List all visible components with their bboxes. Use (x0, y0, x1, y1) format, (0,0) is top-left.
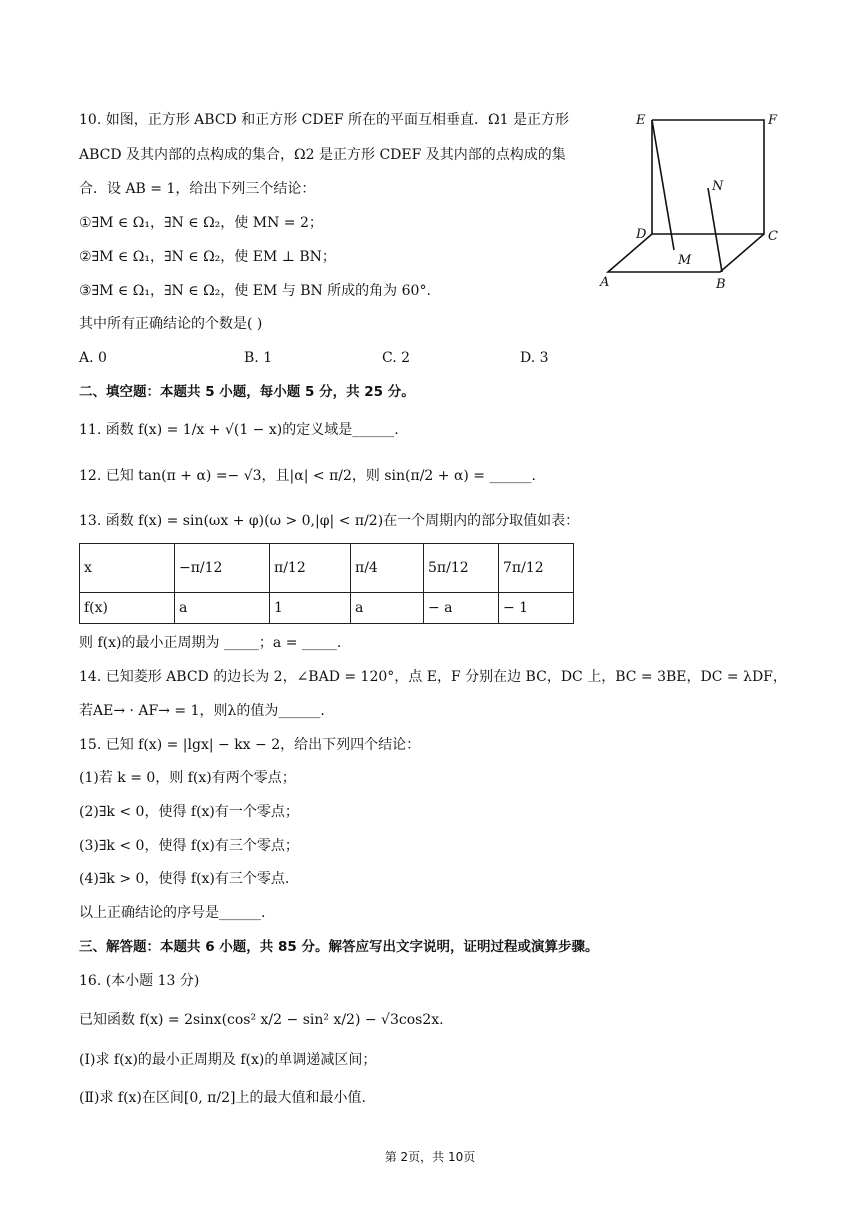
q12: 12. 已知 tan(π + α) =− √3，且|α| < π/2，则 sin(π/2 + α) = ______. (79, 468, 536, 484)
q16-part-2: (Ⅱ)求 f(x)在区间[0, π/2]上的最大值和最小值. (79, 1090, 366, 1106)
q10-line2: ABCD 及其内部的点构成的集合，Ω2 是正方形 CDEF 及其内部的点构成的集 (79, 147, 566, 163)
table-cell: π/12 (270, 544, 351, 593)
q15-question: 以上正确结论的序号是______. (79, 905, 266, 921)
section-2-heading: 二、填空题：本题共 5 小题，每小题 5 分，共 25 分。 (79, 384, 415, 400)
table-cell: f(x) (80, 593, 175, 624)
option-a: A. 0 (79, 350, 107, 366)
q15-item-3: (3)∃k < 0，使得 f(x)有三个零点； (79, 838, 299, 854)
label-f: F (768, 113, 778, 128)
table-row (80, 593, 574, 624)
option-c: C. 2 (382, 350, 411, 366)
table-cell: 5π/12 (424, 544, 499, 593)
segment-em (652, 120, 674, 250)
table-cell: a (175, 593, 270, 624)
q13-after: 则 f(x)的最小正周期为 _____；a = _____. (79, 635, 342, 651)
q15-item-2: (2)∃k < 0，使得 f(x)有一个零点； (79, 804, 299, 820)
q15-item-1: (1)若 k = 0，则 f(x)有两个零点； (79, 770, 296, 786)
q13-value-table (79, 543, 574, 624)
label-m: M (678, 253, 692, 268)
option-d: D. 3 (520, 350, 549, 366)
q10-line3: 合．设 AB = 1，给出下列三个结论： (79, 181, 316, 197)
q16-part-1: (Ⅰ)求 f(x)的最小正周期及 f(x)的单调递减区间； (79, 1052, 377, 1068)
q10-conclusion-1: ①∃M ∈ Ω₁，∃N ∈ Ω₂，使 MN = 2； (79, 215, 323, 231)
q10-conclusion-2: ②∃M ∈ Ω₁，∃N ∈ Ω₂，使 EM ⊥ BN； (79, 249, 336, 265)
label-d: D (636, 227, 647, 242)
q10-conclusion-3: ③∃M ∈ Ω₁，∃N ∈ Ω₂，使 EM 与 BN 所成的角为 60°. (79, 283, 431, 299)
q10-line1: 10. 如图，正方形 ABCD 和正方形 CDEF 所在的平面互相垂直．Ω1 是正方形 (79, 112, 569, 128)
option-b: B. 1 (244, 350, 273, 366)
q15-line1: 15. 已知 f(x) = |lgx| − kx − 2，给出下列四个结论： (79, 737, 421, 753)
table-cell: x (80, 544, 175, 593)
table-cell: − 1 (499, 593, 574, 624)
q10-question: 其中所有正确结论的个数是( ) (79, 316, 263, 332)
table-row (80, 544, 574, 593)
label-n: N (712, 179, 724, 194)
table-cell: a (351, 593, 424, 624)
page-footer: 第 2页，共 10页 (384, 1150, 476, 1164)
section-3-heading: 三、解答题：本题共 6 小题，共 85 分。解答应写出文字说明，证明过程或演算步骤。 (79, 939, 599, 955)
table-cell: π/4 (351, 544, 424, 593)
q13-text: 13. 函数 f(x) = sin(ωx + φ)(ω > 0,|φ| < π/2)在一个周期内的部分取值如表： (79, 513, 580, 529)
table-cell: − a (424, 593, 499, 624)
label-c: C (768, 229, 778, 244)
q11: 11. 函数 f(x) = 1/x + √(1 − x)的定义域是______. (79, 422, 399, 438)
geometry-figure (596, 108, 786, 296)
q14-line2: 若AE→ · AF→ = 1，则λ的值为______. (79, 703, 325, 719)
q14-line1: 14. 已知菱形 ABCD 的边长为 2，∠BAD = 120°，点 E，F 分别在边 BC，DC 上，BC = 3BE，DC = λDF， (79, 669, 787, 685)
segment-bn (708, 188, 722, 272)
label-e: E (636, 113, 646, 128)
table-cell: −π/12 (175, 544, 270, 593)
table-cell: 1 (270, 593, 351, 624)
q16-given: 已知函数 f(x) = 2sinx(cos² x/2 − sin² x/2) − √3cos2x. (79, 1012, 444, 1028)
label-b: B (716, 277, 726, 292)
label-a: A (600, 275, 610, 290)
q16-head: 16. (本小题 13 分) (79, 973, 200, 989)
q15-item-4: (4)∃k > 0，使得 f(x)有三个零点. (79, 871, 290, 887)
table-cell: 7π/12 (499, 544, 574, 593)
